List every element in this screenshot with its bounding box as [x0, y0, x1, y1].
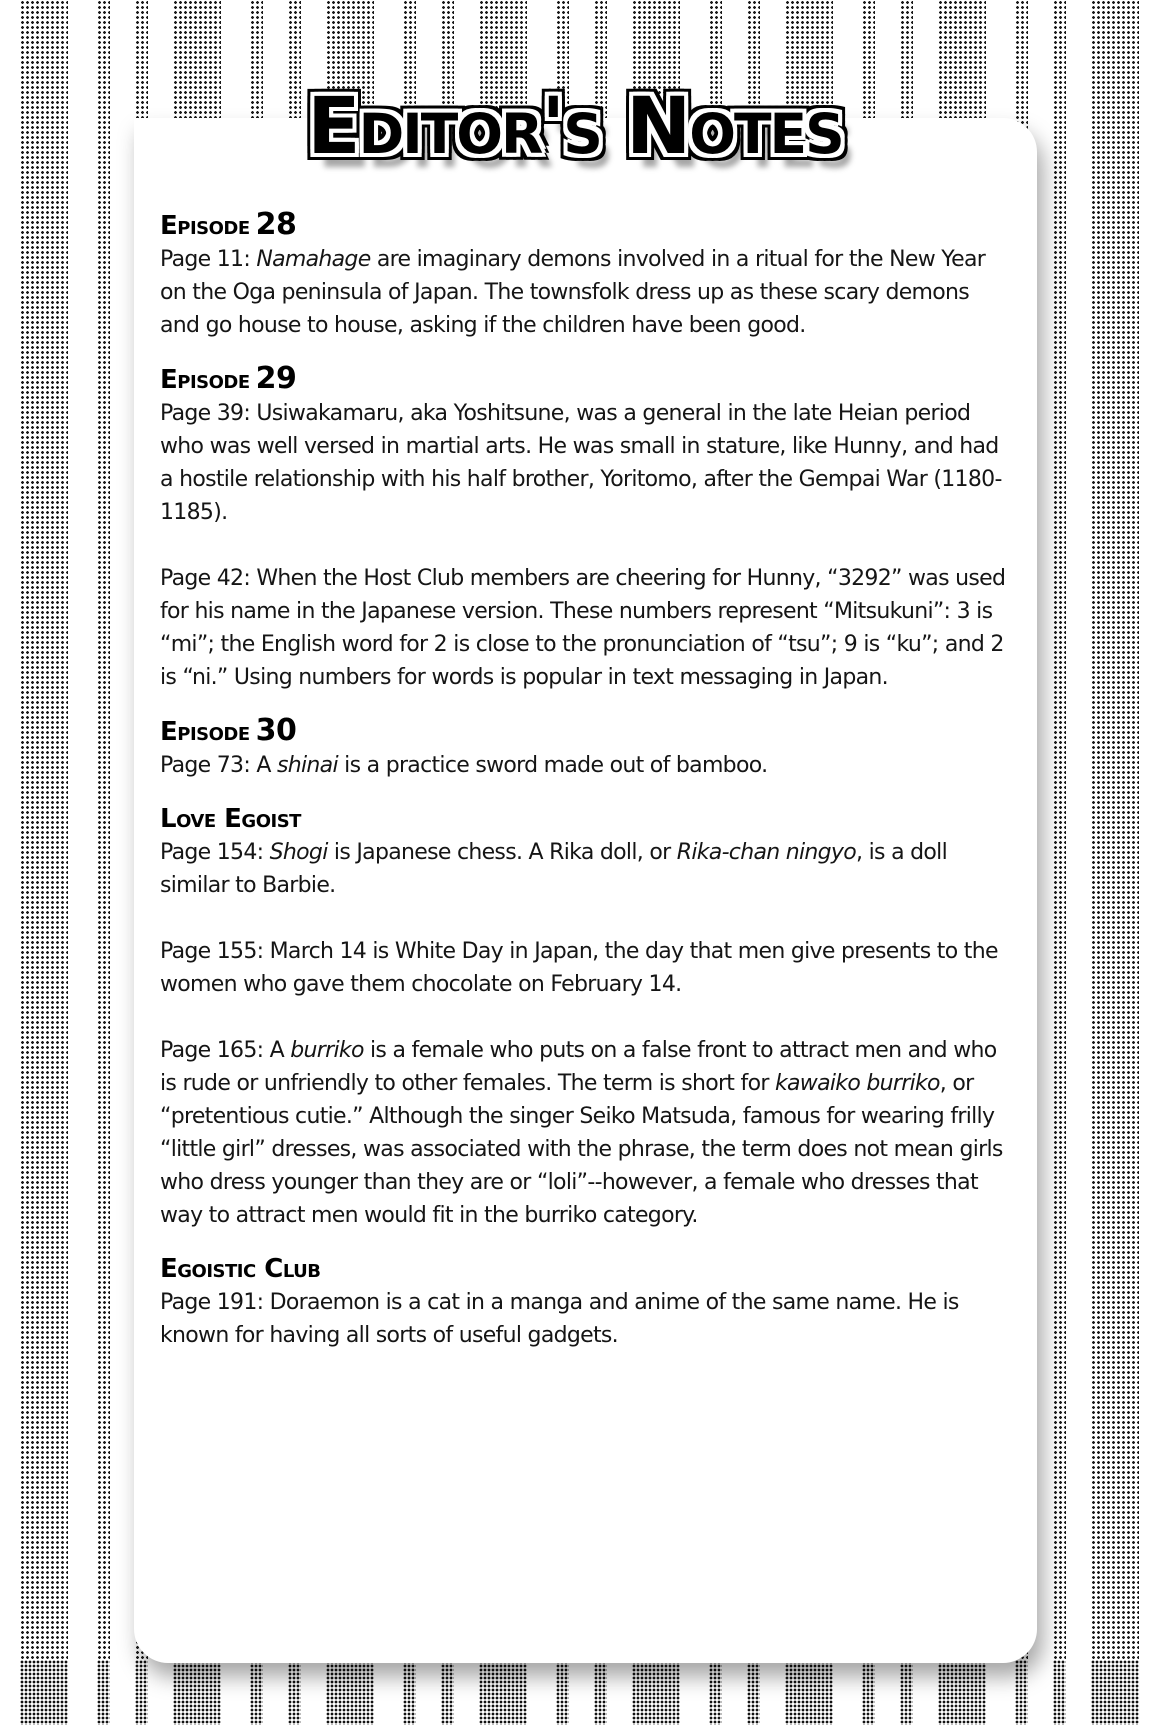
dark-stripe	[479, 1660, 527, 1725]
dark-stripe	[1015, 1660, 1028, 1725]
section-heading-label: Episode	[160, 717, 250, 747]
note-paragraph	[160, 562, 1010, 694]
dark-stripe	[900, 1660, 913, 1725]
section-heading	[160, 802, 1010, 836]
note-text: Page 155: March 14 is White Day in Japan, the day that men give presents to the women who gave them chocolate on February 14.	[160, 939, 998, 997]
section-heading-label: Love Egoist	[160, 804, 301, 834]
page-title: Editor's Notes	[307, 82, 843, 172]
note-paragraph	[160, 836, 1010, 902]
note-text: , or “pretentious cutie.” Although the singer Seiko Matsuda, famous for wearing frilly “little girl” dresses, was associated with the phrase, the term does not mean girls who dress younger than they are or “loli”--however, a female who dresses that way to attract men would fit in the burriko category.	[160, 1071, 1003, 1228]
dark-stripe	[441, 1660, 454, 1725]
note-paragraph	[160, 935, 1010, 1001]
narrow-stripe	[1053, 0, 1066, 1725]
section-heading-number: 30	[255, 713, 297, 748]
dark-stripe	[1053, 1660, 1066, 1725]
notes-section	[160, 208, 1010, 342]
note-text: is Japanese chess. A Rika doll, or	[327, 840, 677, 865]
notes-section	[160, 1252, 1010, 1352]
dark-stripe	[594, 1660, 607, 1725]
dark-stripe	[135, 1660, 148, 1725]
dark-stripe	[326, 1660, 374, 1725]
note-text: are imaginary demons involved in a ritual for the New Year on the Oga peninsula of Japan. The townsfolk dress up as these scary demons and go house to house, asking if the children have been good.	[160, 247, 986, 338]
note-text: , is a doll similar to Barbie.	[160, 840, 947, 898]
italic-term: burriko	[290, 1038, 364, 1063]
wide-stripe	[1091, 0, 1139, 1725]
section-heading-label: Episode	[160, 365, 250, 395]
note-paragraph	[160, 397, 1010, 529]
section-heading-number: 29	[255, 361, 297, 396]
dark-stripe	[632, 1660, 680, 1725]
notes-section	[160, 802, 1010, 1232]
italic-term: shinai	[277, 753, 338, 778]
dark-stripe	[288, 1660, 301, 1725]
section-heading	[160, 714, 1010, 749]
note-paragraph	[160, 1286, 1010, 1352]
note-paragraph	[160, 243, 1010, 342]
note-text: is a female who puts on a false front to attract men and who is rude or unfriendly to other females. The term is short for	[160, 1038, 997, 1096]
section-heading-label: Egoistic Club	[160, 1254, 321, 1284]
wide-stripe	[20, 0, 68, 1725]
notes-section	[160, 714, 1010, 782]
dark-stripe	[1091, 1660, 1139, 1725]
dark-stripe	[173, 1660, 221, 1725]
dark-stripe	[709, 1660, 722, 1725]
notes-content	[160, 208, 1010, 1372]
italic-term: Rika-chan ningyo	[676, 840, 857, 865]
dark-stripe	[556, 1660, 569, 1725]
section-heading	[160, 362, 1010, 397]
dark-stripe	[250, 1660, 263, 1725]
note-text: Page 11:	[160, 247, 257, 272]
notes-section	[160, 362, 1010, 694]
dark-stripe	[862, 1660, 875, 1725]
dark-stripe	[747, 1660, 760, 1725]
note-text: Page 154:	[160, 840, 270, 865]
section-heading-number: 28	[255, 207, 297, 242]
italic-term: Namahage	[256, 247, 371, 272]
note-text: Page 39: Usiwakamaru, aka Yoshitsune, was a general in the late Heian period who was well versed in martial arts. He was small in stature, like Hunny, and had a hostile relationship with his half brother, Yoritomo, after the Gempai War (1180-1185).	[160, 401, 1002, 525]
note-text: Page 191: Doraemon is a cat in a manga and anime of the same name. He is known for having all sorts of useful gadgets.	[160, 1290, 959, 1348]
title-banner	[210, 62, 940, 212]
dark-stripe	[20, 1660, 68, 1725]
italic-term: kawaiko burriko	[774, 1071, 940, 1096]
section-heading	[160, 208, 1010, 243]
section-heading	[160, 1252, 1010, 1286]
italic-term: Shogi	[269, 840, 328, 865]
dark-stripe	[938, 1660, 986, 1725]
dark-stripe	[97, 1660, 110, 1725]
note-paragraph	[160, 1034, 1010, 1232]
note-text: Page 73: A	[160, 753, 277, 778]
note-text: is a practice sword made out of bamboo.	[337, 753, 768, 778]
dark-stripe	[403, 1660, 416, 1725]
note-text: Page 42: When the Host Club members are cheering for Hunny, “3292” was used for his name in the Japanese version. These numbers represent “Mitsukuni”: 3 is “mi”; the English word for 2 is close to the pronunciation of “tsu”; 9 is “ku”; and 2 is “ni.” Using numbers for words is popular in text messaging in Japan.	[160, 566, 1006, 690]
note-text: Page 165: A	[160, 1038, 291, 1063]
narrow-stripe	[97, 0, 110, 1725]
note-paragraph	[160, 749, 1010, 782]
dark-stripe	[785, 1660, 833, 1725]
section-heading-label: Episode	[160, 211, 250, 241]
